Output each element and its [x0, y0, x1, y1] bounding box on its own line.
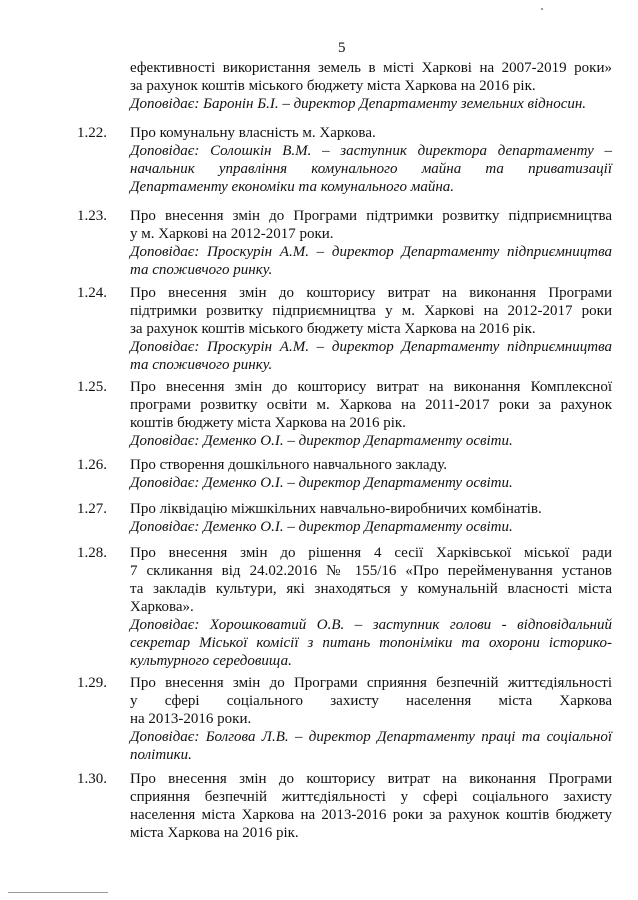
- item-title-line: програми розвитку освіти м. Харкова на 2011-2017 роки за рахунок: [130, 397, 612, 413]
- page-number: 5: [338, 40, 346, 56]
- item-number: 1.26.: [77, 457, 107, 473]
- item-title-line: та закладів культури, які знаходяться у комунальній власності міста: [130, 581, 612, 597]
- item-body: [130, 284, 612, 374]
- item-speaker-line: Департаменту економіки та комунального майна.: [130, 179, 455, 195]
- item-number: 1.27.: [77, 501, 107, 517]
- item-speaker-line: начальник управління комунального майна та приватизації: [130, 161, 612, 177]
- intro-speaker: Доповідає: Баронін Б.І. – директор Департаменту земельних відносин.: [130, 96, 587, 112]
- item-title-line: підтримки розвитку підприємництва у м. Харкові на 2012-2017 роки: [130, 303, 612, 319]
- item-title-line: Про ліквідацію міжшкільних навчально-виробничих комбінатів.: [130, 501, 542, 517]
- item-title-line: на 2013-2016 роки.: [130, 711, 252, 727]
- item-title-line: Про внесення змін до рішення 4 сесії Харківської міської ради: [130, 545, 612, 561]
- item-title-line: населення міста Харкова на 2013-2016 роки за рахунок коштів бюджету: [130, 807, 612, 823]
- item-number: 1.30.: [77, 771, 107, 787]
- item-speaker-line: культурного середовища.: [130, 653, 292, 669]
- item-number: 1.28.: [77, 545, 107, 561]
- item-number: 1.23.: [77, 208, 107, 224]
- item-speaker-line: Доповідає: Деменко О.І. – директор Департаменту освіти.: [130, 475, 513, 491]
- item-body: [130, 500, 612, 536]
- item-body: [130, 207, 612, 279]
- item-number: 1.25.: [77, 379, 107, 395]
- intro-line: ефективності використання земель в місті Харкові на 2007-2019 роки»: [130, 60, 612, 76]
- item-body: [130, 674, 612, 764]
- item-speaker-line: Доповідає: Солошкін В.М. – заступник директора департаменту –: [130, 143, 612, 159]
- item-speaker-line: Доповідає: Проскурін А.М. – директор Департаменту підприємництва: [130, 244, 612, 260]
- item-body: [130, 378, 612, 450]
- item-title-line: у сфері соціального захисту населення міста Харкова: [130, 693, 612, 709]
- item-title-line: Харкова».: [130, 599, 194, 615]
- item-title-line: у м. Харкові на 2012-2017 роки.: [130, 226, 334, 242]
- item-title-line: за рахунок коштів міського бюджету міста Харкова на 2016 рік.: [130, 321, 536, 337]
- item-title-line: сприяння безпечній життєдіяльності у сфері соціального захисту: [130, 789, 612, 805]
- item-body: [130, 124, 612, 196]
- footer-rule: [8, 892, 108, 893]
- item-title-line: Про внесення змін до кошторису витрат на виконання Програми: [130, 771, 612, 787]
- item-speaker-line: Доповідає: Болгова Л.В. – директор Департаменту праці та соціальної: [130, 729, 612, 745]
- item-speaker-line: та споживчого ринку.: [130, 357, 273, 373]
- item-speaker-line: Доповідає: Деменко О.І. – директор Департаменту освіти.: [130, 433, 513, 449]
- item-speaker-line: Доповідає: Проскурін А.М. – директор Департаменту підприємництва: [130, 339, 612, 355]
- item-title-line: Про внесення змін до кошторису витрат на виконання Комплексної: [130, 379, 612, 395]
- item-number: 1.22.: [77, 125, 107, 141]
- intro-line: за рахунок коштів міського бюджету міста Харкова на 2016 рік.: [130, 78, 536, 94]
- item-number: 1.24.: [77, 285, 107, 301]
- item-body: [130, 770, 612, 842]
- item-title-line: коштів бюджету міста Харкова на 2016 рік.: [130, 415, 406, 431]
- item-speaker-line: Доповідає: Хорошковатий О.В. – заступник голови - відповідальний: [130, 617, 612, 633]
- item-body: [130, 544, 612, 670]
- item-title-line: Про створення дошкільного навчального закладу.: [130, 457, 447, 473]
- item-title-line: 7 скликання від 24.02.2016 № 155/16 «Про перейменування установ: [130, 563, 612, 579]
- item-body: [130, 456, 612, 492]
- item-title-line: Про внесення змін до Програми сприяння безпечній життєдіяльності: [130, 675, 612, 691]
- item-speaker-line: секретар Міської комісії з питань топоніміки та охорони історико-: [130, 635, 612, 651]
- item-number: 1.29.: [77, 675, 107, 691]
- item-title-line: Про комунальну власність м. Харкова.: [130, 125, 376, 141]
- item-speaker-line: та споживчого ринку.: [130, 262, 273, 278]
- item-title-line: Про внесення змін до Програми підтримки розвитку підприємництва: [130, 208, 612, 224]
- item-speaker-line: Доповідає: Деменко О.І. – директор Департаменту освіти.: [130, 519, 513, 535]
- intro-continuation: [130, 59, 612, 113]
- item-title-line: міста Харкова на 2016 рік.: [130, 825, 299, 841]
- scan-speck: [541, 8, 543, 10]
- item-title-line: Про внесення змін до кошторису витрат на виконання Програми: [130, 285, 612, 301]
- item-speaker-line: політики.: [130, 747, 192, 763]
